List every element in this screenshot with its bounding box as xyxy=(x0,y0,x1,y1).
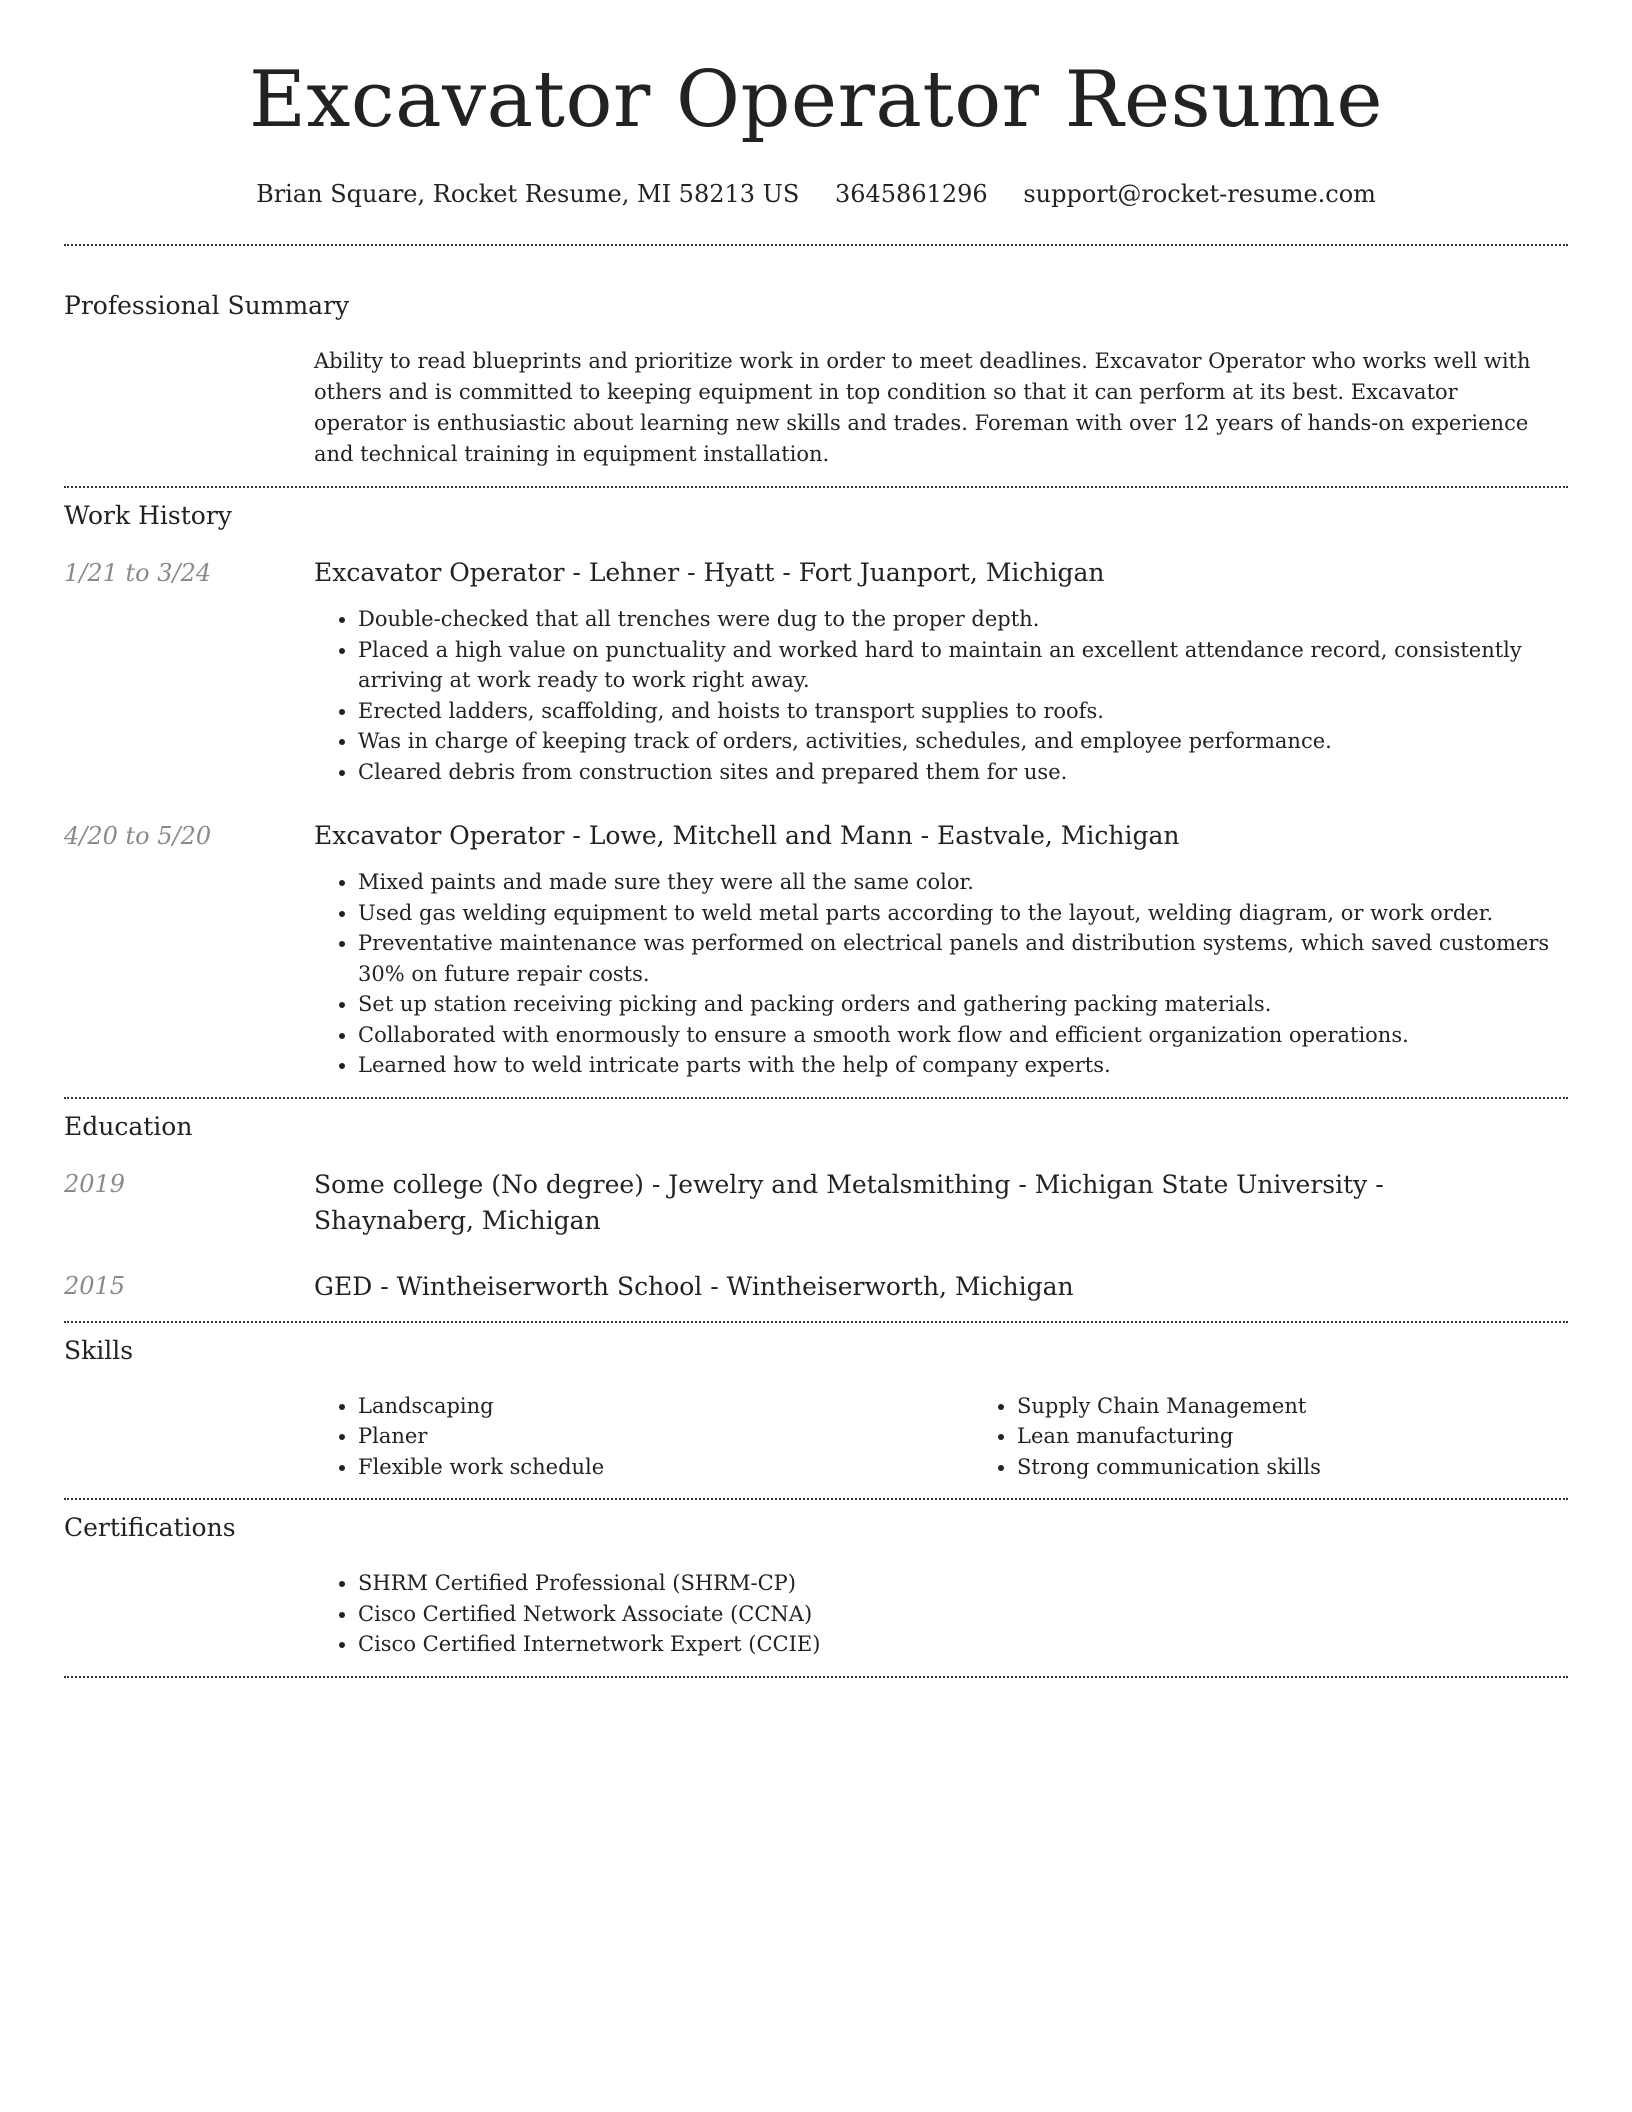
skills-list-right xyxy=(973,1391,1632,1483)
list-item: • Mixed paints and made sure they were all the same color. xyxy=(358,867,1568,898)
summary-text: Ability to read blueprints and prioritize work in order to meet deadlines. Excavator Operator who works well with others and is committed to keeping equipment in top condition so that it can perform at its best. Excavator operator is enthusiastic about learning new skills and trades. Foreman with over 12 years of hands-on experience and technical training in equipment installation. xyxy=(314,349,1531,466)
education-year: 2019 xyxy=(64,1169,126,1198)
list-item: • Cisco Certified Internetwork Expert (CCIE) xyxy=(358,1629,1568,1660)
skills-section xyxy=(64,1323,1568,1483)
job-bullets xyxy=(314,867,1568,1081)
list-item: • Placed a high value on punctuality and worked hard to maintain an excellent attendance record, consistently arriving at work ready to work right away. xyxy=(358,635,1568,696)
contact-address: Brian Square, Rocket Resume, MI 58213 US xyxy=(256,180,800,208)
job-dates: 4/20 to 5/20 xyxy=(64,822,212,850)
section-heading-work: Work History xyxy=(64,501,232,530)
education-degree: Some college (No degree) - Jewelry and Metalsmithing - Michigan State University - Shaynaberg, Michigan xyxy=(314,1169,1384,1235)
list-item: • Landscaping xyxy=(358,1391,973,1422)
list-item: • SHRM Certified Professional (SHRM-CP) xyxy=(358,1568,1568,1599)
education-entry xyxy=(64,1167,1568,1239)
list-item: • Lean manufacturing xyxy=(1017,1421,1632,1452)
section-heading-summary: Professional Summary xyxy=(64,291,350,320)
work-history-section xyxy=(64,488,1568,1081)
job-title: Excavator Operator - Lehner - Hyatt - Fort Juanport, Michigan xyxy=(314,558,1105,587)
list-item: • Preventative maintenance was performed on electrical panels and distribution systems, which saved customers 30% on future repair costs. xyxy=(358,928,1568,989)
job-bullets xyxy=(314,604,1568,787)
education-year: 2015 xyxy=(64,1271,126,1300)
skills-list-left xyxy=(314,1391,973,1483)
list-item: • Flexible work schedule xyxy=(358,1452,973,1483)
list-item: • Was in charge of keeping track of orders, activities, schedules, and employee performance. xyxy=(358,726,1568,757)
list-item: • Supply Chain Management xyxy=(1017,1391,1632,1422)
list-item: • Used gas welding equipment to weld metal parts according to the layout, welding diagram, or work order. xyxy=(358,898,1568,929)
job-title: Excavator Operator - Lowe, Mitchell and Mann - Eastvale, Michigan xyxy=(314,821,1180,850)
job-dates: 1/21 to 3/24 xyxy=(64,559,212,587)
education-section xyxy=(64,1099,1568,1305)
section-heading-certifications: Certifications xyxy=(64,1513,236,1542)
skills-grid xyxy=(314,1391,1632,1483)
list-item: • Collaborated with enormously to ensure a smooth work flow and efficient organization operations. xyxy=(358,1020,1568,1051)
list-item: • Planer xyxy=(358,1421,973,1452)
list-item: • Learned how to weld intricate parts with the help of company experts. xyxy=(358,1050,1568,1081)
contact-phone: 3645861296 xyxy=(834,180,988,208)
education-entry xyxy=(64,1269,1568,1305)
education-degree: GED - Wintheiserworth School - Wintheiserworth, Michigan xyxy=(314,1271,1074,1301)
contact-line xyxy=(64,178,1568,210)
job-entry xyxy=(64,819,1568,1081)
list-item: • Set up station receiving picking and packing orders and gathering packing materials. xyxy=(358,989,1568,1020)
list-item: • Cisco Certified Network Associate (CCNA) xyxy=(358,1599,1568,1630)
certifications-list xyxy=(314,1568,1568,1660)
summary-section xyxy=(64,246,1568,470)
resume-title: Excavator Operator Resume xyxy=(248,55,1384,145)
divider xyxy=(64,1676,1568,1678)
contact-email: support@rocket-resume.com xyxy=(1023,180,1376,208)
section-heading-skills: Skills xyxy=(64,1335,134,1365)
list-item: • Strong communication skills xyxy=(1017,1452,1632,1483)
job-entry xyxy=(64,556,1568,787)
list-item: • Double-checked that all trenches were dug to the proper depth. xyxy=(358,604,1568,635)
list-item: • Cleared debris from construction sites and prepared them for use. xyxy=(358,757,1568,788)
certifications-section xyxy=(64,1500,1568,1660)
list-item: • Erected ladders, scaffolding, and hoists to transport supplies to roofs. xyxy=(358,696,1568,727)
resume-page xyxy=(64,0,1568,1678)
section-heading-education: Education xyxy=(64,1111,193,1141)
